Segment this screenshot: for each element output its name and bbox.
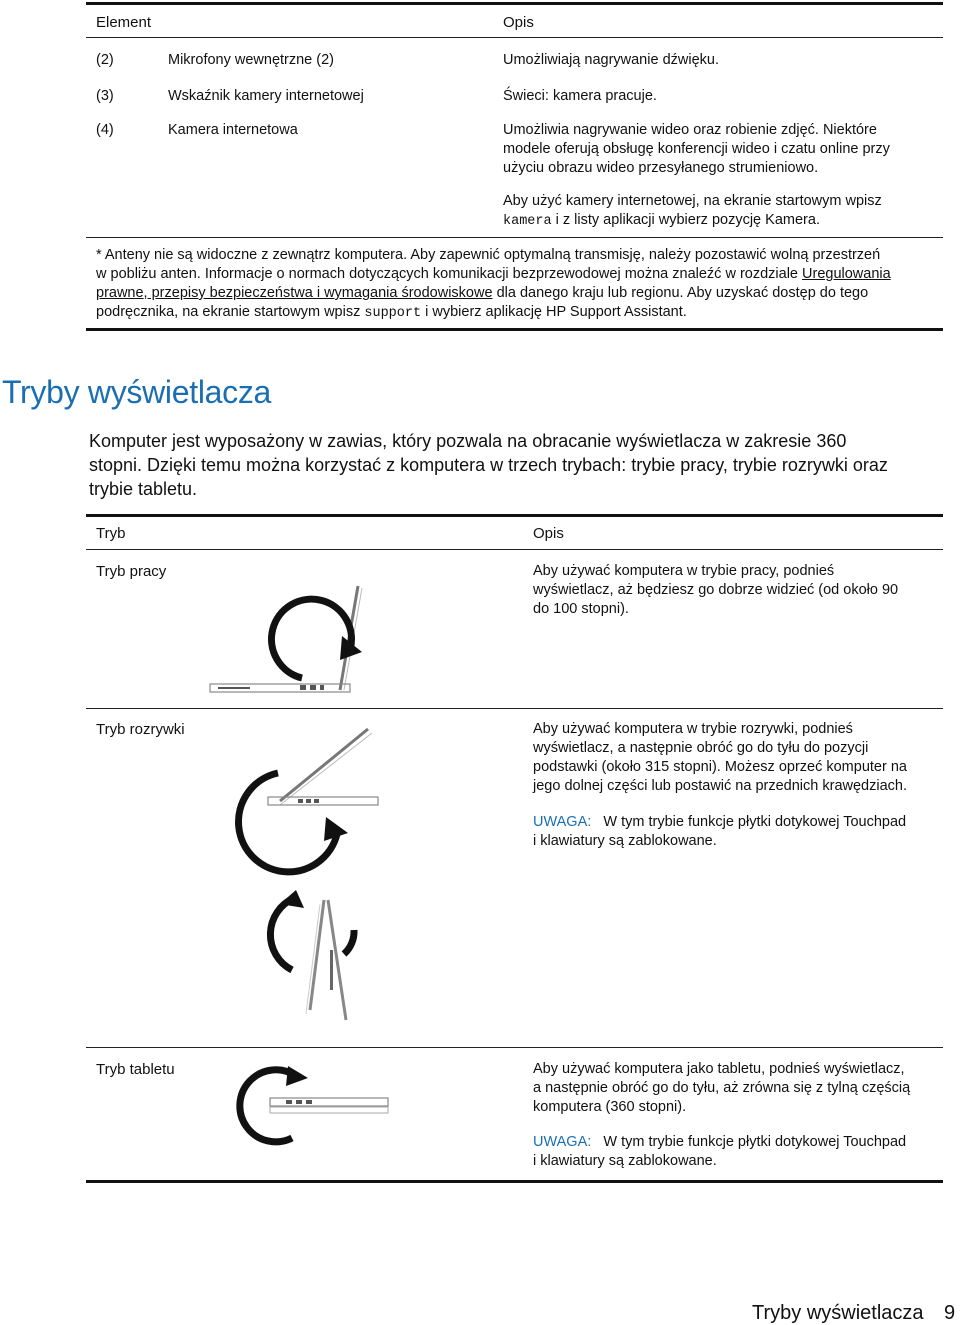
command-kamera: kamera: [503, 214, 552, 229]
laptop-work-mode-illustration: [190, 580, 360, 700]
camera-instruction-line: [503, 211, 820, 231]
modes-table-top-rule: [86, 514, 943, 517]
command-support: support: [364, 306, 422, 321]
mode-description-line: Aby używać komputera w trybie pracy, podnieś: [533, 563, 835, 579]
mode-description-line: jego dolnej części lub postawić na przednich krawędziach.: [533, 778, 907, 794]
note-label: UWAGA:: [533, 814, 592, 830]
footnote-rule: [86, 237, 943, 238]
row-number: (2): [96, 52, 114, 68]
mode-description-line: Aby używać komputera jako tabletu, podnieś wyświetlacz,: [533, 1061, 905, 1077]
note-line: i klawiatury są zablokowane.: [533, 1153, 717, 1169]
mode-description-line: komputera (360 stopni).: [533, 1099, 687, 1115]
regulatory-link-cont[interactable]: prawne, przepisy bezpieczeństwa i wymagania środowiskowe: [96, 285, 493, 301]
row-description: Umożliwiają nagrywanie dźwięku.: [503, 52, 719, 68]
laptop-stand-mode-illustration: [240, 725, 380, 845]
section-title: Tryby wyświetlacza: [2, 374, 272, 410]
intro-line: stopni. Dzięki temu można korzystać z komputera w trzech trybach: trybie pracy, trybie rozrywki oraz: [89, 455, 888, 475]
row-divider: [86, 1047, 943, 1048]
row-element-name: Mikrofony wewnętrzne (2): [168, 52, 334, 68]
intro-line: Komputer jest wyposażony w zawias, który pozwala na obracanie wyświetlacza w zakresie 360: [89, 431, 847, 451]
instruction-text: i z listy aplikacji wybierz pozycję: [555, 212, 762, 228]
footnote-line: [96, 284, 868, 303]
footer-section-title: Tryby wyświetlacza: [752, 1302, 924, 1324]
row-description: Świeci: kamera pracuje.: [503, 88, 657, 104]
intro-line: trybie tabletu.: [89, 479, 198, 499]
row-description-line: modele oferują obsługę konferencji wideo i czatu online przy: [503, 141, 890, 157]
row-number: (3): [96, 88, 114, 104]
footnote-text: podręcznika, na ekranie startowym wpisz: [96, 304, 361, 320]
mode-description-line: wyświetlacz, aż będziesz go dobrze widzieć (od około 90: [533, 582, 899, 598]
top-table-bottom-rule: [86, 328, 943, 331]
row-description-line: użyciu obrazu wideo przesyłanego strumieniowo.: [503, 160, 819, 176]
note-line: [533, 813, 906, 832]
row-description-line: Aby użyć kamery internetowej, na ekranie startowym wpisz: [503, 193, 882, 209]
top-table-header-element: Element: [96, 14, 152, 31]
mode-description-line: Aby używać komputera w trybie rozrywki, podnieś: [533, 721, 853, 737]
note-line: i klawiatury są zablokowane.: [533, 833, 717, 849]
note-label: UWAGA:: [533, 1134, 592, 1150]
note-text: W tym trybie funkcje płytki dotykowej Touchpad: [603, 814, 907, 830]
modes-table-header-rule: [86, 549, 943, 550]
app-name-kamera: Kamera: [765, 212, 816, 228]
note-text: W tym trybie funkcje płytki dotykowej Touchpad: [603, 1134, 907, 1150]
period: .: [815, 212, 820, 228]
mode-description-line: wyświetlacz, a następnie obróć go do tyłu do pozycji: [533, 740, 869, 756]
row-divider: [86, 708, 943, 709]
row-element-name: Wskaźnik kamery internetowej: [168, 88, 364, 104]
top-table-header-rule: [86, 37, 943, 38]
row-number: (4): [96, 122, 114, 138]
modes-table-header-opis: Opis: [533, 525, 564, 542]
laptop-tent-mode-illustration: [270, 890, 380, 1030]
footnote-text: w pobliżu anten. Informacje o normach dotyczących komunikacji bezprzewodowej można znaleźć w rozdziale: [96, 266, 798, 282]
period: .: [682, 304, 687, 320]
row-element-name: Kamera internetowa: [168, 122, 298, 138]
footnote-text: i wybierz aplikację: [425, 304, 542, 320]
note-line: [533, 1133, 906, 1152]
mode-name-entertainment: Tryb rozrywki: [96, 721, 185, 738]
app-name-hp-support: HP Support Assistant: [546, 304, 683, 320]
footnote-line: [96, 265, 891, 284]
laptop-tablet-mode-illustration: [236, 1066, 396, 1146]
page-number: 9: [944, 1302, 956, 1324]
mode-name-work: Tryb pracy: [96, 563, 167, 580]
top-table-top-rule: [86, 2, 943, 5]
row-description-line: Umożliwia nagrywanie wideo oraz robienie zdjęć. Niektóre: [503, 122, 877, 138]
footnote-text: dla danego kraju lub regionu. Aby uzyskać dostęp do tego: [496, 285, 869, 301]
footnote-line: * Anteny nie są widoczne z zewnątrz komputera. Aby zapewnić optymalną transmisję, należy pozostawić wolną przestrzeń: [96, 247, 881, 263]
footnote-line: [96, 303, 687, 323]
mode-description-line: podstawki (około 315 stopni). Możesz oprzeć komputer na: [533, 759, 907, 775]
mode-description-line: a następnie obróć go do tyłu, aż zrówna się z tylną częścią: [533, 1080, 911, 1096]
mode-name-tablet: Tryb tabletu: [96, 1061, 175, 1078]
top-table-header-opis: Opis: [503, 14, 534, 31]
modes-table-bottom-rule: [86, 1180, 943, 1183]
modes-table-header-tryb: Tryb: [96, 525, 126, 542]
regulatory-link[interactable]: Uregulowania: [802, 266, 891, 282]
mode-description-line: do 100 stopni).: [533, 601, 629, 617]
